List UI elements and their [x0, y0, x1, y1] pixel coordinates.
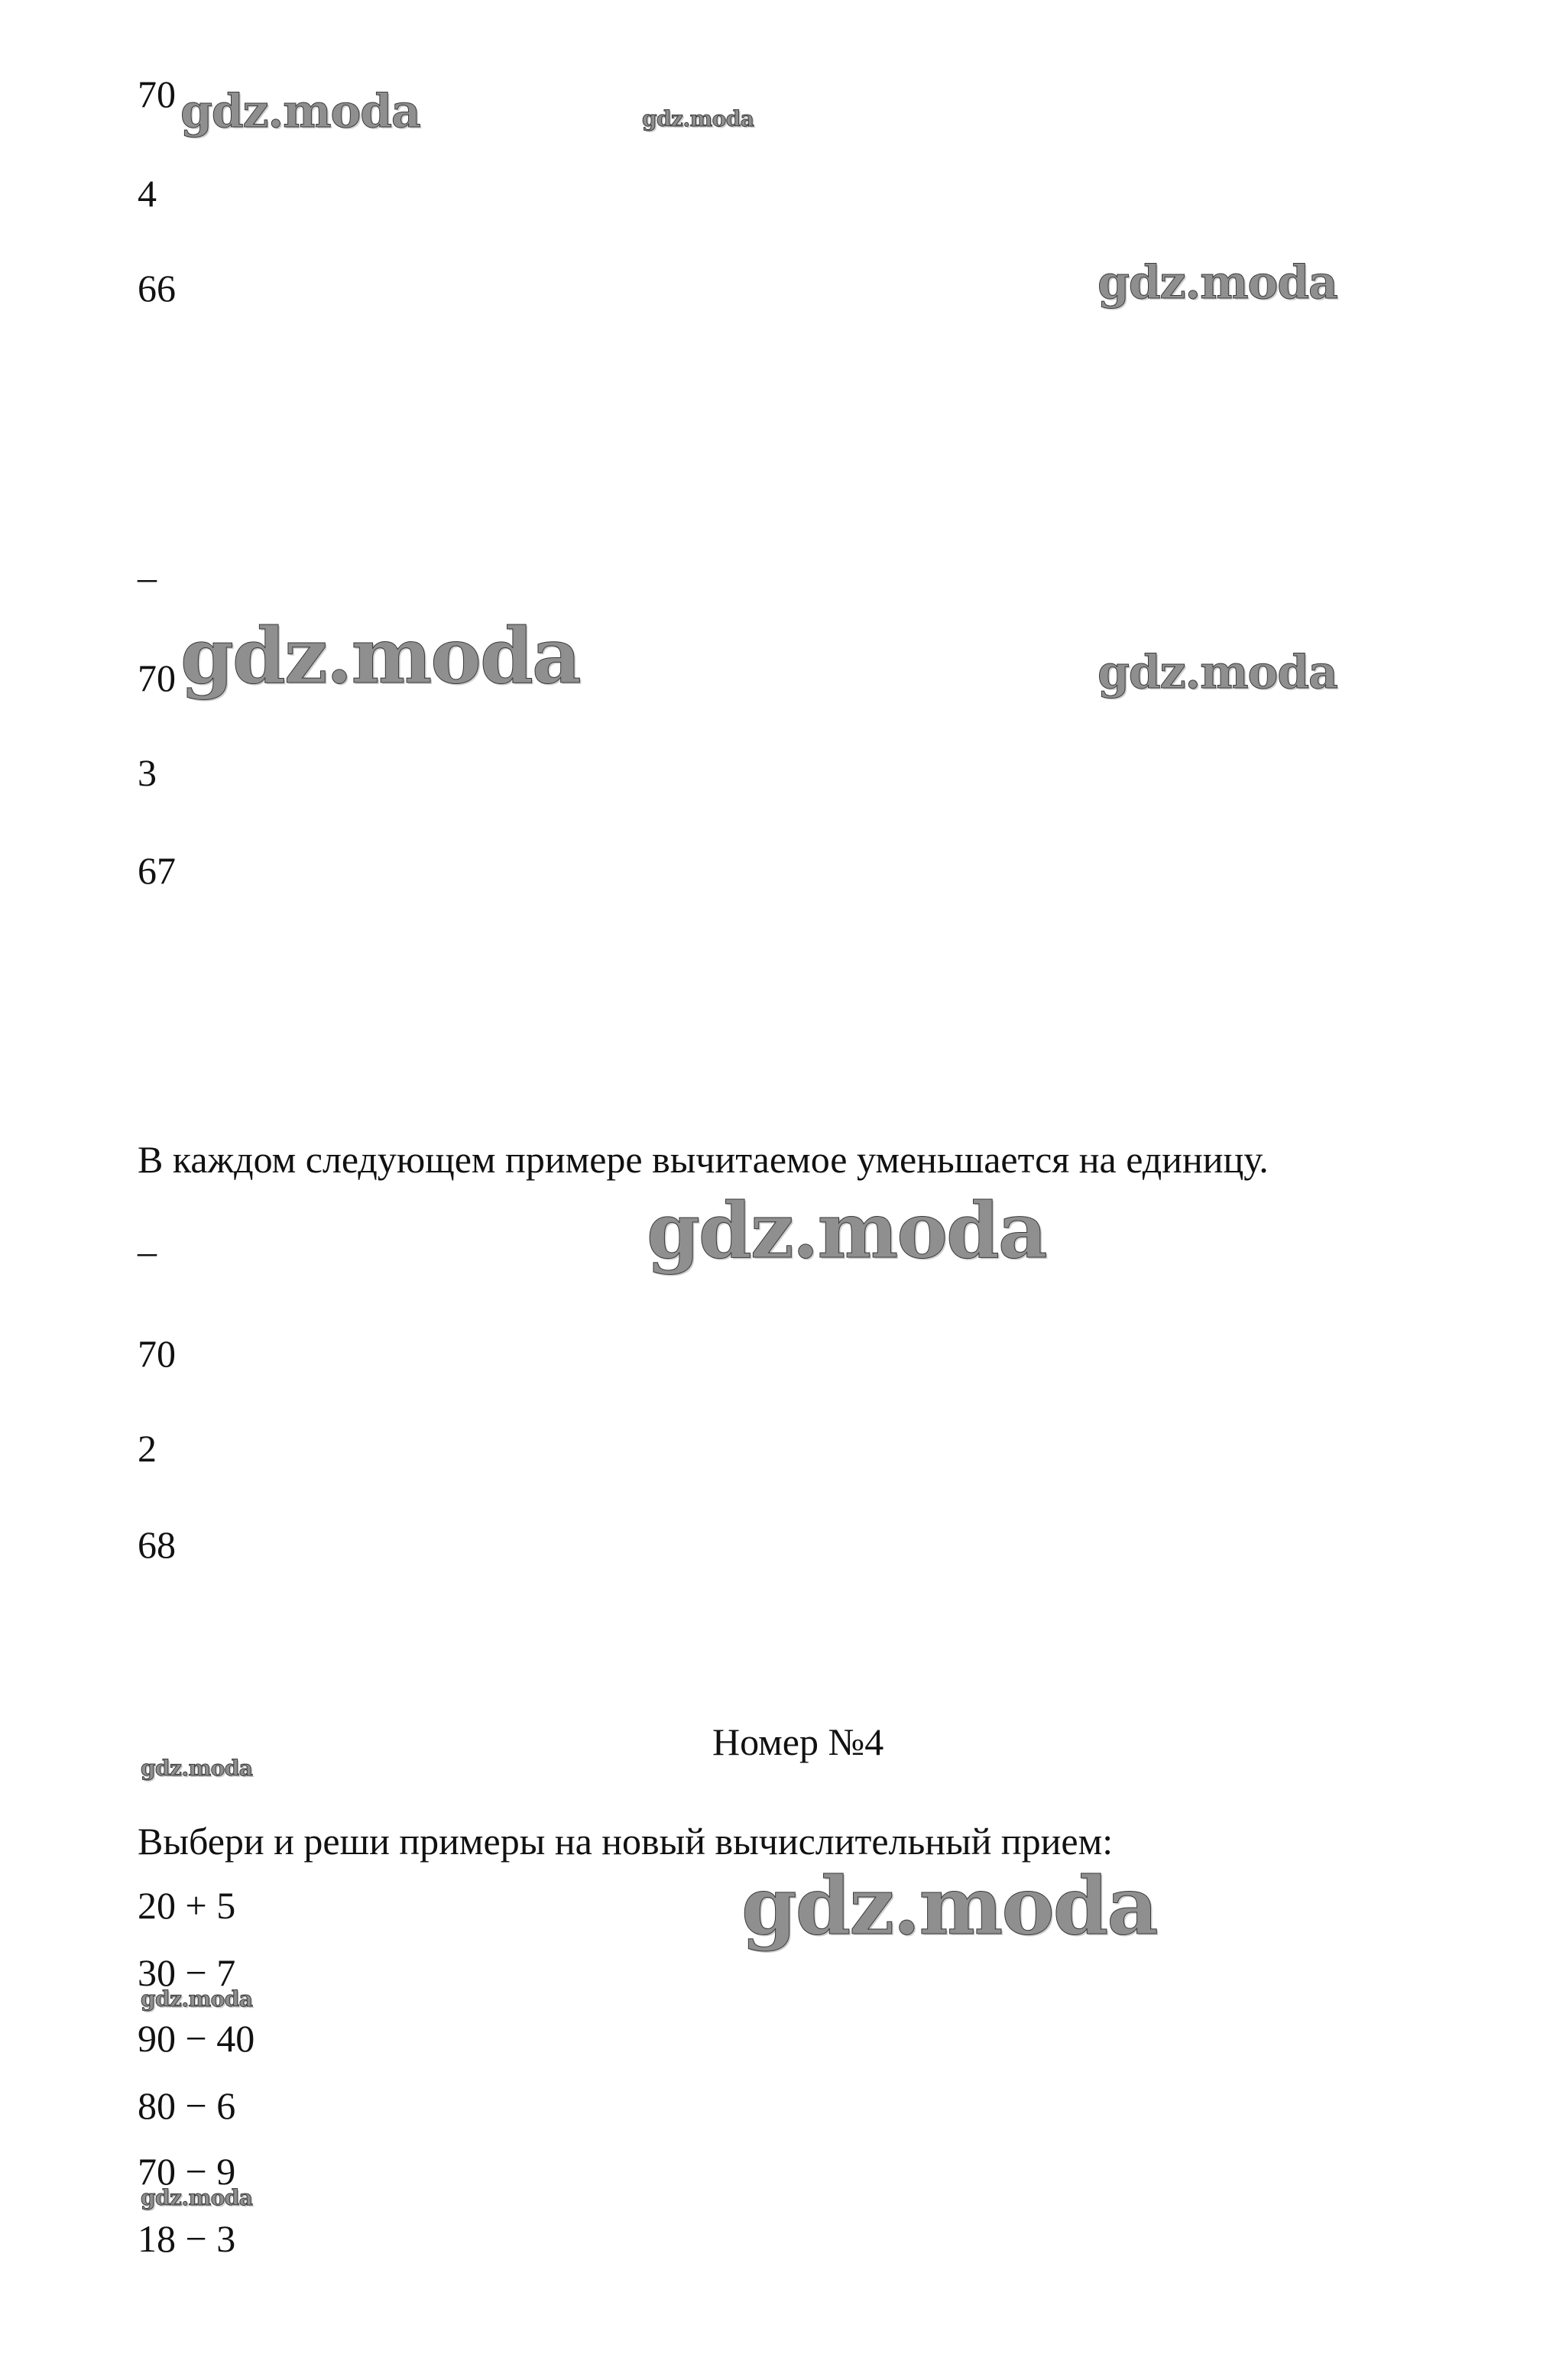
block2-subtrahend: 3 — [138, 751, 157, 794]
block3-result: 68 — [138, 1523, 176, 1566]
block3-minuend: 70 — [138, 1332, 176, 1375]
task-heading: Номер №4 — [712, 1720, 884, 1763]
task-example: 80 − 6 — [138, 2084, 236, 2127]
block1-result: 66 — [138, 267, 176, 310]
task-example: 90 − 40 — [138, 2017, 255, 2060]
watermark: gdz.moda — [180, 611, 580, 701]
watermark: gdz.moda — [141, 1986, 253, 2012]
task-example: 20 + 5 — [138, 1884, 236, 1927]
watermark: gdz.moda — [1097, 256, 1337, 310]
watermark: gdz.moda — [1097, 646, 1337, 699]
block2-minus-sign: – — [138, 556, 157, 598]
block2-minuend: 70 — [138, 657, 176, 699]
block1-subtrahend: 4 — [138, 172, 157, 215]
watermark: gdz.moda — [642, 106, 754, 131]
task-example: 18 − 3 — [138, 2217, 236, 2260]
block2-result: 67 — [138, 849, 176, 892]
watermark: gdz.moda — [141, 2185, 253, 2210]
watermark: gdz.moda — [741, 1859, 1157, 1953]
task-instruction: Выбери и реши примеры на новый вычислительный прием: — [138, 1820, 1114, 1863]
block3-subtrahend: 2 — [138, 1427, 157, 1470]
task-example: 70 − 9 — [138, 2150, 236, 2193]
statement-text: В каждом следующем примере вычитаемое уменьшается на единицу. — [138, 1138, 1269, 1181]
watermark: gdz.moda — [141, 1756, 253, 1781]
watermark: gdz.moda — [180, 85, 420, 138]
watermark: gdz.moda — [647, 1185, 1046, 1276]
block1-minuend: 70 — [138, 73, 176, 115]
block3-minus-sign: – — [138, 1230, 157, 1273]
task-example: 30 − 7 — [138, 1951, 236, 1994]
